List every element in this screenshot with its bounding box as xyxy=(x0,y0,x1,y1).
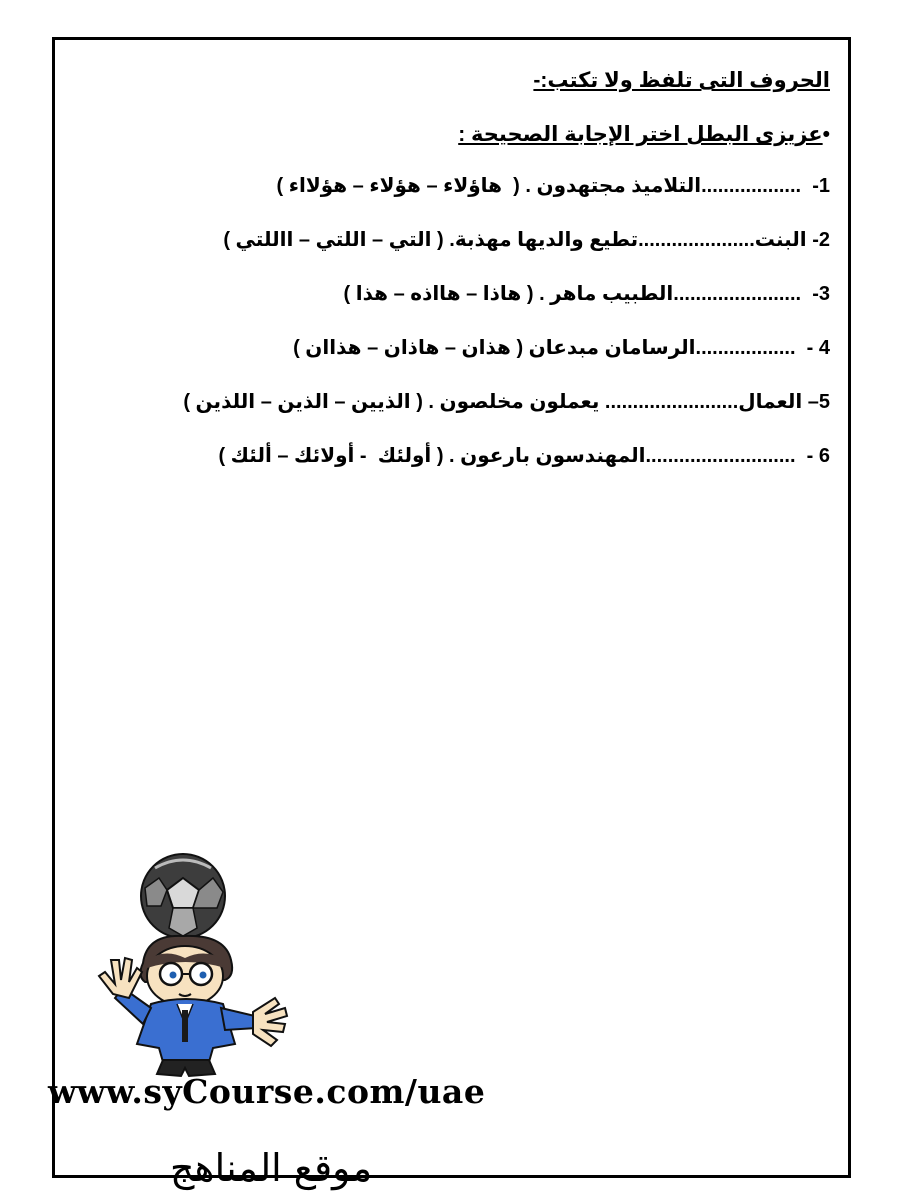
boy-with-soccer-ball-icon xyxy=(85,848,295,1078)
question-item xyxy=(70,170,830,224)
question-text: 6 - ...........................المهندسون بارعون . ( أولئك - أولائك – ألئك ) xyxy=(218,445,830,467)
question-text: 1- ..................التلاميذ مجتهدون . ( هاؤلاء – هؤلاء – هؤلااء ) xyxy=(276,175,830,197)
question-text: 2- البنت.....................تطيع والديها مهذبة. ( التي – اللتي – االلتي ) xyxy=(223,229,830,251)
site-name: موقع المناهج xyxy=(170,1146,373,1190)
instruction-line xyxy=(70,120,830,150)
question-item xyxy=(70,440,830,494)
worksheet-heading: الحروف التى تلفظ ولا تكتب:- xyxy=(533,69,830,92)
question-item xyxy=(70,278,830,332)
question-item xyxy=(70,386,830,440)
question-text: 3- .......................الطبيب ماهر . ( هاذا – هااذه – هذا ) xyxy=(343,283,830,305)
instruction-text: عزيزى البطل اختر الإجابة الصحيحة : xyxy=(458,123,823,146)
question-item xyxy=(70,224,830,278)
question-text: 4 - ..................الرسامان مبدعان ( هذان – هاذان – هذاان ) xyxy=(293,337,830,359)
bullet-icon: • xyxy=(822,123,830,146)
worksheet xyxy=(70,66,830,494)
question-list xyxy=(70,170,830,494)
site-url: www.syCourse.com/uae xyxy=(48,1072,486,1111)
question-text: 5– العمال........................ يعملون مخلصون . ( الذيين – الذين – اللذين ) xyxy=(183,391,830,413)
question-item xyxy=(70,332,830,386)
